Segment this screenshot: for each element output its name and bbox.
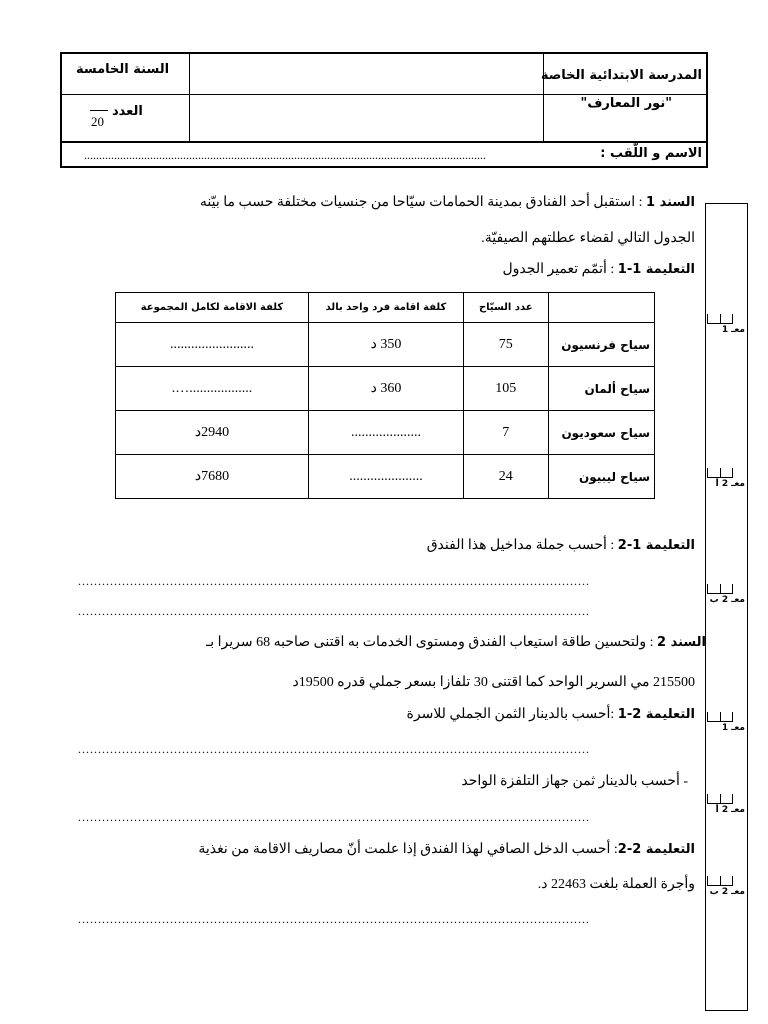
sanad-1-line1: السند 1 : استقبل أحد الفنادق بمدينة الحمامات سيّاحا من جنسيات مختلفة حسب ما بيّنه [199, 195, 695, 210]
score-label: العدد [112, 104, 143, 119]
sanad-2-label: السند 2 [657, 635, 706, 650]
answer-line[interactable]: ................................................................................................................................ [78, 604, 590, 618]
tourists-table [115, 292, 655, 499]
sanad-2-line2: 215500 مي السرير الواحد كما اقتنى 30 تلفازا بسعر جملي قدره 19500د [292, 675, 695, 690]
table-row: سياح فرنسيون 75 350 د ........................ [116, 323, 655, 367]
grade-label: السنة الخامسة [76, 62, 170, 77]
answer-line[interactable]: ................................................................................................................................ [78, 810, 590, 824]
sanad-1-line2: الجدول التالي لقضاء عطلتهم الصيفيّة. [481, 231, 695, 246]
name-field[interactable]: ...................................................................................................................................... [84, 148, 486, 162]
school-name: المدرسة الابتدائية الخاصة [540, 68, 702, 83]
table-header: كلفة اقامة فرد واحد بالد [308, 293, 463, 323]
table-row: سياح ألمان 105 360 د ..................…. [116, 367, 655, 411]
header-box [60, 52, 708, 168]
name-label: الاسم و اللّقب : [600, 146, 702, 161]
sanad-2-line1: السند 2 : ولتحسين طاقة استيعاب الفندق ومستوى الخدمات به اقتنى صاحبه 68 سريرا بـ [206, 635, 706, 650]
task-2-1: التعليمة 2-1 :أحسب بالدينار الثمن الجملي للاسرة [406, 707, 695, 722]
fraction-bar [90, 110, 108, 111]
answer-line[interactable]: ................................................................................................................................ [78, 912, 590, 926]
answer-line[interactable]: ................................................................................................................................ [78, 742, 590, 756]
table-row: سياح سعوديون 7 .................... 2940د [116, 411, 655, 455]
table-header [548, 293, 655, 323]
table-row: سياح ليبيون 24 ..................... 7680د [116, 455, 655, 499]
sanad-1-label: السند 1 [646, 195, 695, 210]
table-header: عدد السيّاح [464, 293, 548, 323]
school-title: "نور المعارف" [580, 96, 672, 111]
divider [62, 141, 706, 143]
table-header: كلفة الاقامة لكامل المجموعة [116, 293, 309, 323]
task-2-1b: - أحسب بالدينار ثمن جهاز التلفزة الواحد [461, 774, 688, 789]
score-denominator: 20 [91, 114, 104, 129]
task-2-2: التعليمة 2-2: أحسب الدخل الصافي لهذا الفندق إذا علمت أنّ مصاريف الاقامة من نغذية [198, 842, 695, 857]
divider [62, 94, 706, 95]
task-1-2: التعليمة 1-2 : أحسب جملة مداخيل هذا الفندق [426, 538, 695, 553]
task-1-1: التعليمة 1-1 : أتمّم تعمير الجدول [502, 262, 695, 277]
divider [189, 54, 190, 141]
task-2-2-line2: وأجرة العملة بلغت 22463 د. [537, 877, 695, 892]
answer-line[interactable]: ................................................................................................................................ [78, 574, 590, 588]
